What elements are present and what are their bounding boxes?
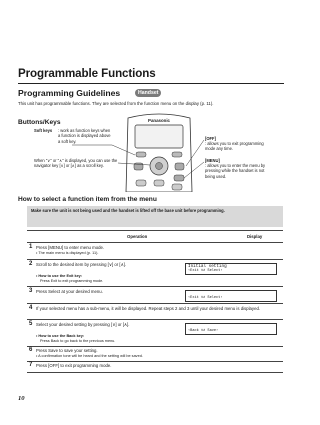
lcd-line: Initial setting	[188, 264, 227, 269]
lcd-display	[185, 323, 277, 335]
menu-label: [MENU]	[205, 158, 220, 163]
buttons-heading: Buttons/Keys	[18, 119, 61, 126]
menu-desc: : allows you to enter the menu by pressing while the handset is not being used.	[205, 163, 266, 179]
lcd-display	[185, 263, 277, 275]
step-text: Scroll to the desired item by pressing [∨] or [∧].	[36, 262, 127, 267]
note-text: Make sure the unit is not being used and the handset is lifted off the base unit before programming.	[31, 208, 225, 213]
lcd-softkeys: ‹Back ∨∧ Save›	[188, 329, 219, 333]
step-number: 5	[29, 321, 33, 327]
page-number: 10	[18, 395, 25, 402]
soft-keys-label: Soft keys	[34, 128, 53, 133]
step-bullet: Press Exit to exit programming mode.	[40, 279, 104, 283]
step-bullet: • A confirmation tone will be heard and the setting will be saved.	[36, 354, 143, 358]
soft-keys-desc: : work as function keys when a function is displayed above a soft key.	[58, 128, 111, 144]
procedure-table	[27, 230, 283, 373]
step-number: 6	[29, 347, 33, 353]
step-number: 1	[29, 244, 33, 250]
step-number: 7	[29, 362, 33, 368]
lcd-display	[185, 290, 277, 302]
step-bullet: Press Back to go back to the previous menu.	[40, 339, 116, 343]
step-text: Select your desired setting by pressing [∨] or [∧].	[36, 322, 130, 327]
off-desc: : allows you to exit programming mode any time.	[205, 141, 264, 152]
step-number: 3	[29, 288, 33, 294]
step-text: Press Select at your desired menu.	[36, 289, 103, 294]
step-bullet: • How to use the Exit key:	[36, 274, 83, 278]
navigator-desc: When "∨" or "∧" is displayed, you can use the navigator key [∨] or [∧] as a scroll key.	[34, 158, 118, 169]
lcd-softkeys: ‹Exit ∨∧ Select›	[188, 296, 223, 300]
step-bullet: • How to use the Back key:	[36, 334, 85, 338]
handset-badge: Handset	[135, 89, 161, 97]
step-bullet: • The main menu is displayed (p. 11).	[36, 251, 99, 255]
callout-lines	[0, 0, 300, 200]
step-text: Press [OFF] to exit programming mode.	[36, 363, 112, 368]
section-title: Programming Guidelines	[18, 88, 121, 98]
intro-text: This unit has programmable functions. They are selected from the function menu on the display (p. 11).	[18, 101, 214, 106]
step-text: Press [MENU] to enter menu mode.	[36, 245, 105, 250]
brand-label: Panasonic	[148, 118, 170, 123]
step-number: 2	[29, 261, 33, 267]
step-number: 4	[29, 305, 33, 311]
howto-heading: How to select a function item from the menu	[18, 196, 157, 203]
page-title: Programmable Functions	[18, 67, 156, 80]
col-display: Display	[247, 234, 263, 239]
step-text: If your selected menu has a sub-menu, it will be displayed. Repeat steps 2 and 3 until your desired menu is displayed.	[36, 306, 261, 311]
col-operation: Operation	[127, 234, 148, 239]
off-label: [OFF]	[205, 136, 216, 141]
step-text: Press Save to save your setting.	[36, 348, 98, 353]
lcd-softkeys: ‹Exit ∨∧ Select›	[188, 269, 223, 273]
